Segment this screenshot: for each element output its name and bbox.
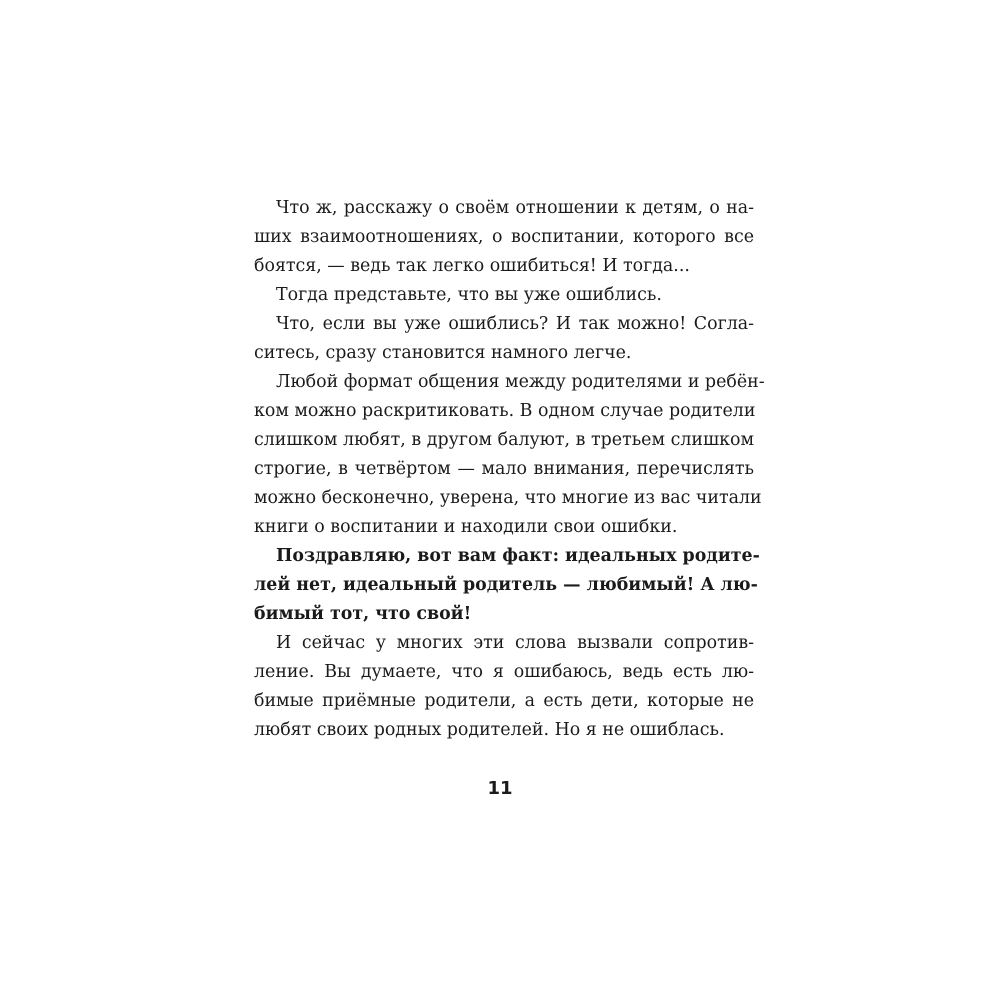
text-line: слишком любят, в другом балуют, в третьем слишком: [254, 430, 754, 450]
text-line: лей нет, идеальный родитель — любимый! А лю-: [254, 575, 758, 595]
text-line: ших взаимоотношениях, о воспитании, которого все: [254, 227, 754, 247]
text-line: ситесь, сразу становится намного легче.: [254, 343, 632, 363]
page-body-text: [254, 194, 765, 745]
text-line: Тогда представьте, что вы уже ошиблись.: [276, 285, 662, 305]
text-line: бимые приёмные родители, а есть дети, которые не: [254, 691, 754, 711]
text-line: Поздравляю, вот вам факт: идеальных родите-: [276, 546, 760, 566]
text-line: можно бесконечно, уверена, что многие из вас читали: [254, 488, 762, 508]
paragraph-4: [254, 368, 765, 542]
page-number: 11: [487, 778, 513, 799]
text-line: бимый тот, что свой!: [254, 604, 472, 624]
text-line: ком можно раскритиковать. В одном случае родители: [254, 401, 756, 421]
paragraph-3: [254, 310, 754, 368]
text-line: любят своих родных родителей. Но я не ошиблась.: [254, 720, 725, 740]
paragraph-5-bold: [254, 542, 760, 629]
text-line: Любой формат общения между родителями и ребён-: [276, 372, 765, 392]
text-line: Что ж, расскажу о своём отношении к детям, о на-: [276, 198, 754, 218]
text-line: книги о воспитании и находили свои ошибки.: [254, 517, 678, 537]
paragraph-2: [254, 281, 754, 310]
text-line: ление. Вы думаете, что я ошибаюсь, ведь есть лю-: [254, 662, 754, 682]
text-line: боятся, — ведь так легко ошибиться! И тогда...: [254, 256, 690, 276]
text-line: И сейчас у многих эти слова вызвали сопротив-: [276, 633, 754, 653]
text-line: Что, если вы уже ошиблись? И так можно! Согла-: [276, 314, 754, 334]
paragraph-6: [254, 629, 754, 745]
text-line: строгие, в четвёртом — мало внимания, перечислять: [254, 459, 754, 479]
paragraph-1: [254, 194, 754, 281]
